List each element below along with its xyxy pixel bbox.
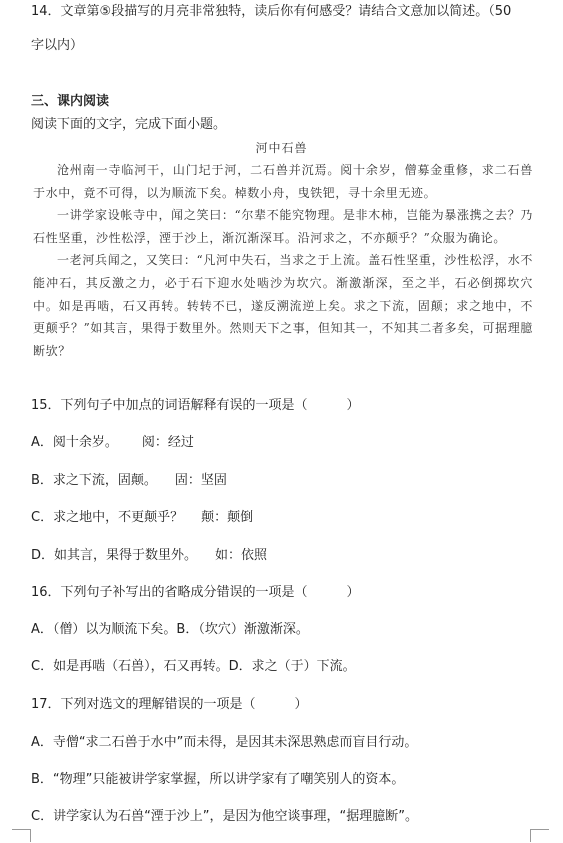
- option-gloss: 固：坚固: [174, 473, 227, 488]
- q17-option-b: B．“物理”只能被讲学家掌握，所以讲学家有了嘲笑别人的资本。: [31, 772, 405, 787]
- option-text: C．求之地中，不更颠乎？: [31, 510, 184, 525]
- option-text: A．阅十余岁。: [31, 435, 118, 450]
- q15-option-b: [31, 472, 227, 490]
- option-text: D．如其言，果得于数里外。: [31, 548, 198, 563]
- option-gloss: 颠：颠倒: [201, 510, 254, 525]
- section-heading: 三、课内阅读: [31, 94, 110, 109]
- q16-stem: 16．下列句子补写出的省略成分错误的一项是（ ）: [31, 585, 360, 600]
- option-gloss: 如：依照: [215, 548, 268, 563]
- option-b: B．（坎穴）渐激渐深。: [176, 622, 309, 637]
- q15-option-d: [31, 547, 267, 565]
- q15-stem: 15．下列句子中加点的词语解释有误的一项是（ ）: [31, 398, 360, 413]
- q17-stem: 17．下列对选文的理解错误的一项是（ ）: [31, 697, 308, 712]
- passage-title: 河中石兽: [255, 141, 308, 155]
- q15-option-a: [31, 434, 194, 452]
- option-text: B．求之下流，固颠。: [31, 473, 157, 488]
- q17-option-a: A．寺僧“求二石兽于水中”而未得，是因其未深思熟虑而盲目行动。: [31, 735, 418, 750]
- q17-option-c: C．讲学家认为石兽“湮于沙上”，是因为他空谈事理，“据理臆断”。: [31, 809, 419, 824]
- passage-paragraph-3: 一老河兵闻之，又笑曰：“凡河中失石，当求之于上流。盖石性坚重，沙性松浮，水不能冲石，其反激之力，必于石下迎水处啮沙为坎穴。渐激渐深，至之半，石必倒掷坎穴中。如是再啮，石又再转。转转不已，遂反溯流逆上矣。求之下流，固颠；求之地中，不更颠乎？”如其言，果得于数里外。然则天下之事，但知其一，不知其二者多矣，可据理臆断欤？: [33, 253, 533, 358]
- q14-line-1: 14．文章第⑤段描写的月亮非常独特，读后你有何感受？请结合文意加以简述。（50: [31, 4, 512, 19]
- instruction: 阅读下面的文字，完成下面小题。: [31, 117, 227, 132]
- page-corner-mark-left: [12, 829, 31, 842]
- q16-options-row-1: [31, 621, 309, 639]
- passage-paragraph-2: 一讲学家设帐寺中，闻之笑曰：“尔辈不能究物理。是非木柿，岂能为暴涨携之去？乃石性坚重，沙性松浮，湮于沙上，渐沉渐深耳。沿河求之，不亦颠乎？”众服为确论。: [33, 208, 533, 245]
- q15-option-c: [31, 509, 253, 527]
- q14-line-2: 字以内）: [31, 38, 84, 53]
- option-c: C．如是再啮（石兽），石又再转。: [31, 659, 229, 674]
- passage: [33, 159, 533, 362]
- page-corner-mark-right: [530, 829, 549, 842]
- option-gloss: 阅：经过: [141, 435, 194, 450]
- option-d: D．求之（于）下流。: [228, 659, 356, 674]
- q16-options-row-2: [31, 658, 356, 676]
- option-a: A．（僧）以为顺流下矣。: [31, 622, 177, 637]
- passage-paragraph-1: 沧州南一寺临河干，山门圮于河，二石兽并沉焉。阅十余岁，僧募金重修，求二石兽于水中，竟不可得，以为顺流下矣。棹数小舟，曳铁钯，寻十余里无迹。: [33, 163, 533, 200]
